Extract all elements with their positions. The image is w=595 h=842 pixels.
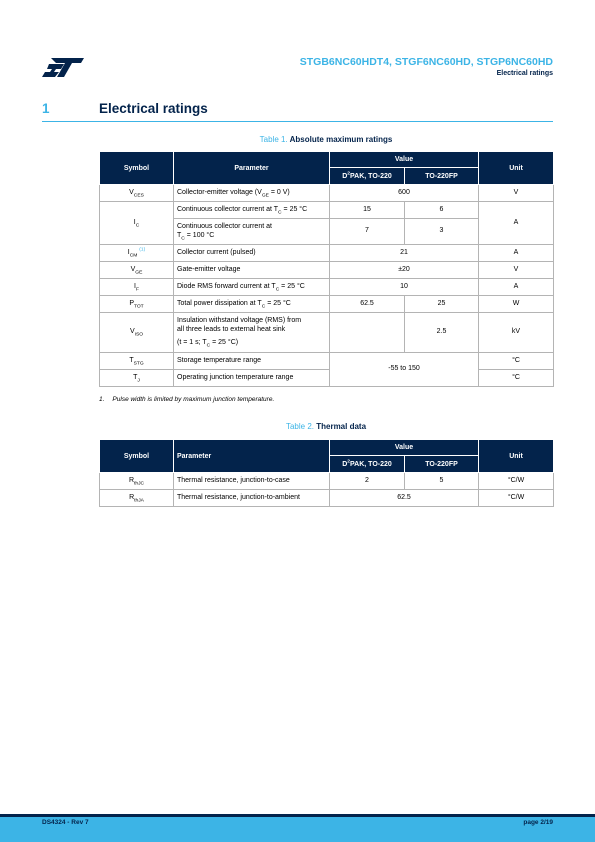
section-number: 1 bbox=[42, 101, 50, 116]
table-row: $R_{thJC}$ Thermal resistance, junction-to-case 2 5 °C/W bbox=[100, 473, 554, 490]
col-header-to220fp: TO-220FP bbox=[405, 456, 479, 473]
thermal-data-table bbox=[99, 439, 554, 507]
footer-page-number: page 2/19 bbox=[523, 819, 553, 826]
footer-doc-id: DS4324 - Rev 7 bbox=[42, 819, 89, 826]
col-header-parameter: Parameter bbox=[174, 152, 330, 185]
col-header-value: Value bbox=[330, 152, 479, 168]
col-header-to220fp: TO-220FP bbox=[405, 168, 479, 185]
col-header-d2pak: $D^2PAK$, TO-220 bbox=[330, 168, 405, 185]
table1-caption: Table 1. Absolute maximum ratings bbox=[259, 135, 393, 144]
table-row: $R_{thJA}$ Thermal resistance, junction-to-ambient 62.5 °C/W bbox=[100, 490, 554, 507]
section-divider bbox=[42, 121, 553, 122]
table-row: $I_F$ Diode RMS forward current at $T_C = 25$ °C 10 A bbox=[100, 279, 554, 296]
table-row: $T_J$ Operating junction temperature range °C bbox=[100, 370, 554, 387]
table-row: $V_{CES}$ Collector-emitter voltage ($V_{GE} = 0$ V) 600 V bbox=[100, 185, 554, 202]
table-row: $T_{STG}$ Storage temperature range -55 to 150 °C bbox=[100, 353, 554, 370]
col-header-unit: Unit bbox=[479, 440, 554, 473]
absolute-maximum-ratings-table bbox=[99, 151, 554, 387]
table2-caption: Table 2. Thermal data bbox=[285, 422, 367, 431]
table-row: $P_{TOT}$ Total power dissipation at $T_C = 25$ °C 62.5 25 W bbox=[100, 296, 554, 313]
col-header-unit: Unit bbox=[479, 152, 554, 185]
table-row: $I_C$ Continuous collector current at $T_C = 25$ °C 15 6 A bbox=[100, 202, 554, 219]
col-header-parameter: Parameter bbox=[174, 440, 330, 473]
table-row: $I_{CM}$ $^{(1)}$ Collector current (pulsed) 21 A bbox=[100, 245, 554, 262]
col-header-d2pak: $D^2PAK$, TO-220 bbox=[330, 456, 405, 473]
table1-footnote: 1. Pulse width is limited by maximum junction temperature. bbox=[99, 396, 275, 403]
section-title: Electrical ratings bbox=[99, 101, 208, 116]
col-header-value: Value bbox=[330, 440, 479, 456]
col-header-symbol: Symbol bbox=[100, 440, 174, 473]
table-row: $V_{ISO}$ Insulation withstand voltage (RMS) from all three leads to external heat sink (t = 1 s; $T_C = 25$ °C) 2.5 kV bbox=[100, 313, 554, 353]
section-header-label: Electrical ratings bbox=[496, 70, 553, 77]
st-logo bbox=[42, 56, 84, 78]
table-row: Continuous collector current at $T_C = 100$ °C 7 3 bbox=[100, 219, 554, 245]
col-header-symbol: Symbol bbox=[100, 152, 174, 185]
table-row: $V_{GE}$ Gate-emitter voltage ±20 V bbox=[100, 262, 554, 279]
footer-bar bbox=[0, 817, 595, 842]
document-title: STGB6NC60HDT4, STGF6NC60HD, STGP6NC60HD bbox=[299, 56, 553, 68]
